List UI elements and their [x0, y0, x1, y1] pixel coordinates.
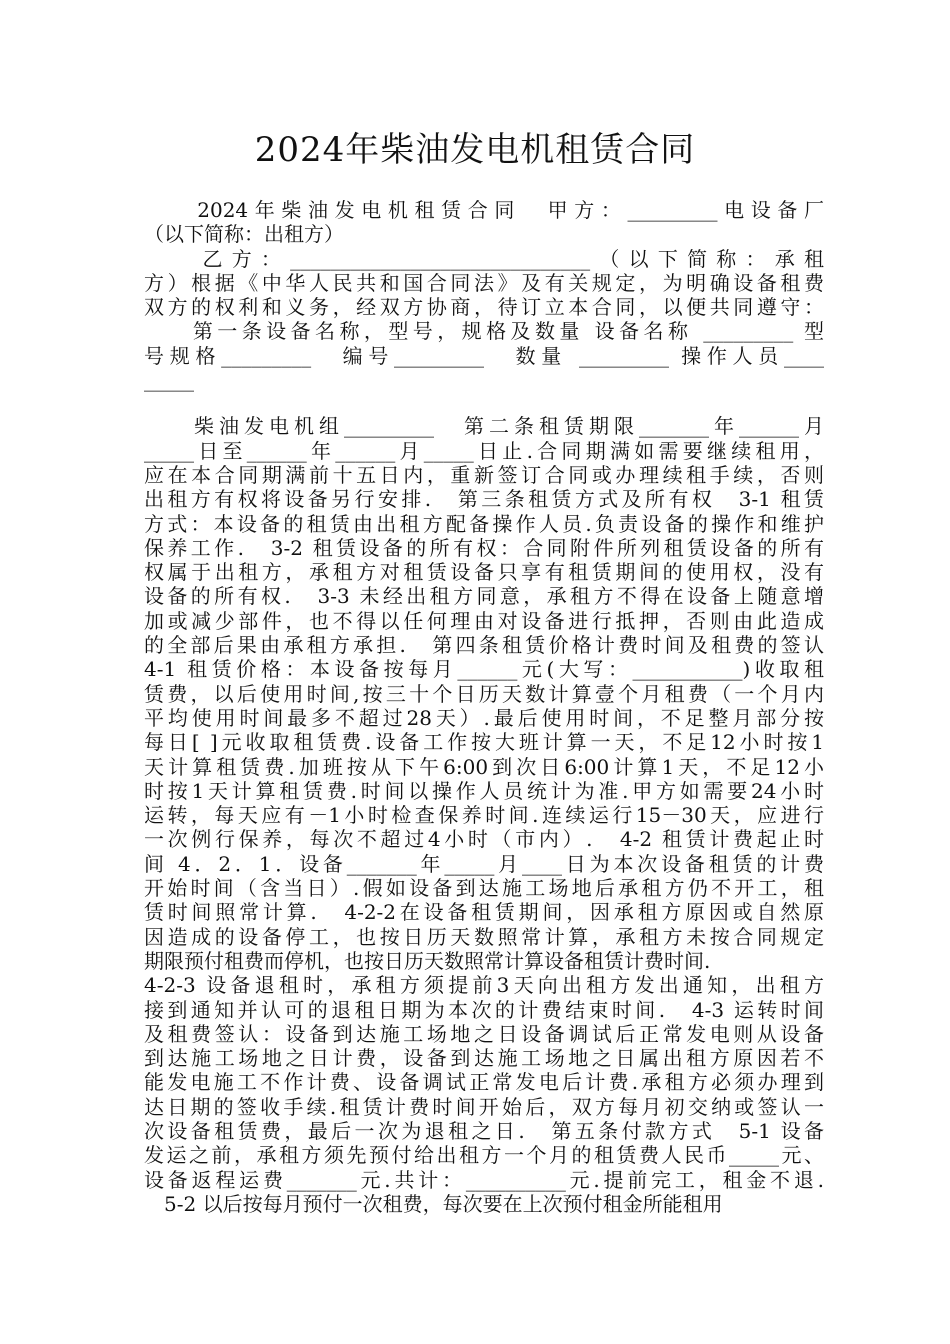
body-line: 出租方有权将设备另行安排. 第三条租赁方式及所有权 3-1 租赁 — [144, 487, 824, 512]
body-line: 设备返程运费_______元.共计：__________元.提前完工，租金不退. — [144, 1167, 824, 1192]
body-line: 的全部后果由承租方承担. 第四条租赁价格计费时间及租费的签认 — [144, 633, 824, 658]
body-line: 方）根据《中华人民共和国合同法》及有关规定，为明确设备租费 — [144, 270, 824, 295]
body-line: 柴油发电机组_________ 第二条租赁期限_______年______月 — [144, 414, 824, 439]
body-line: 赁时间照常计算. 4-2-2在设备租赁期间，因承租方原因或自然原 — [144, 900, 824, 925]
body-line: 因造成的设备停工，也按日历天数照常计算，承租方未按合同规定 — [144, 924, 824, 949]
body-line: _____ — [144, 368, 194, 393]
body-line: 运转，每天应有－1小时检查保养时间.连续运行15－30天，应进行 — [144, 803, 824, 828]
body-line: 2024年柴油发电机租赁合同 甲方：_________电设备厂 — [144, 198, 824, 222]
body-line: 一次例行保养，每次不超过4小时（市内）. 4-2 租赁计费起止时 — [144, 827, 824, 852]
body-line: 开始时间（含当日）.假如设备到达施工场地后承租方仍不开工，租 — [144, 876, 824, 901]
body-line: 加或减少部件，也不得以任何理由对设备进行抵押，否则由此造成 — [144, 608, 824, 633]
body-line: 达日期的签收手续.租赁计费时间开始后，双方每月初交纳或签认一 — [144, 1094, 824, 1119]
body-line: 4-1 租赁价格：本设备按每月______元(大写：___________)收取租 — [144, 657, 824, 682]
body-line: 天计算租赁费.加班按从下午6:00到次日6:00计算1天，不足12小 — [144, 754, 824, 779]
body-line: 保养工作. 3-2 租赁设备的所有权：合同附件所列租赁设备的所有 — [144, 535, 824, 560]
body-line: （以下简称：出租方） — [144, 222, 344, 247]
body-line: 第一条设备名称，型号，规格及数量 设备名称 _________ 型 — [144, 319, 824, 344]
document-title: 2024年柴油发电机租赁合同 — [254, 130, 696, 170]
body-line: 应在本合同期满前十五日内，重新签订合同或办理续租手续，否则 — [144, 462, 824, 487]
body-line: 赁费，以后使用时间,按三十个日历天数计算壹个月租费（一个月内 — [144, 681, 824, 706]
body-line: 发运之前，承租方须先预付给出租方一个月的租赁费人民币_____元、 — [144, 1143, 824, 1168]
body-line: 到达施工场地之日计费，设备到达施工场地之日属出租方原因若不 — [144, 1046, 824, 1071]
body-line: 5-2 以后按每月预付一次租费，每次要在上次预付租金所能租用 — [144, 1191, 723, 1216]
body-line: 时按1天计算租赁费.时间以操作人员统计为准.甲方如需要24小时 — [144, 778, 824, 803]
body-line: 双方的权利和义务，经双方协商，待订立本合同，以便共同遵守： — [144, 295, 824, 320]
body-line: 号规格_________ 编号_________ 数量 _________ 操作人员____ — [144, 343, 824, 368]
body-line: 权属于出租方，承租方对租赁设备只享有租赁期间的使用权，没有 — [144, 560, 824, 585]
body-line: 4-2-3 设备退租时，承租方须提前3天向出租方发出通知，出租方 — [144, 973, 824, 998]
body-line: 接到通知并认可的退租日期为本次的计费结束时间. 4-3 运转时间 — [144, 997, 824, 1022]
body-line: 每日[ ]元收取租赁费.设备工作按大班计算一天，不足12小时按1 — [144, 730, 824, 755]
body-line: 平均使用时间最多不超过28天）.最后使用时间，不足整月部分按 — [144, 705, 824, 730]
body-line: _____日至______年______月_____日止.合同期满如需要继续租用， — [144, 438, 824, 463]
body-line: 次设备租赁费，最后一次为退租之日. 第五条付款方式 5-1 设备 — [144, 1118, 824, 1143]
body-line: 及租费签认：设备到达施工场地之日设备调试后正常发电则从设备 — [144, 1021, 824, 1046]
body-line: 能发电施工不作计费、设备调试正常发电后计费.承租方必须办理到 — [144, 1070, 824, 1095]
body-line: 间 4．2．1．设备_______年_____月____日为本次设备租赁的计费 — [144, 851, 824, 876]
contract-body — [144, 198, 824, 1216]
body-line: 设备的所有权. 3-3 未经出租方同意，承租方不得在设备上随意增 — [144, 584, 824, 609]
body-line: 期限预付租费而停机，也按日历天数照常计算设备租赁计费时间. — [144, 948, 711, 973]
body-line: 方式：本设备的租赁由出租方配备操作人员.负责设备的操作和维护 — [144, 511, 824, 536]
body-line: 乙方：______________________________（以下简称：承租 — [144, 246, 824, 271]
